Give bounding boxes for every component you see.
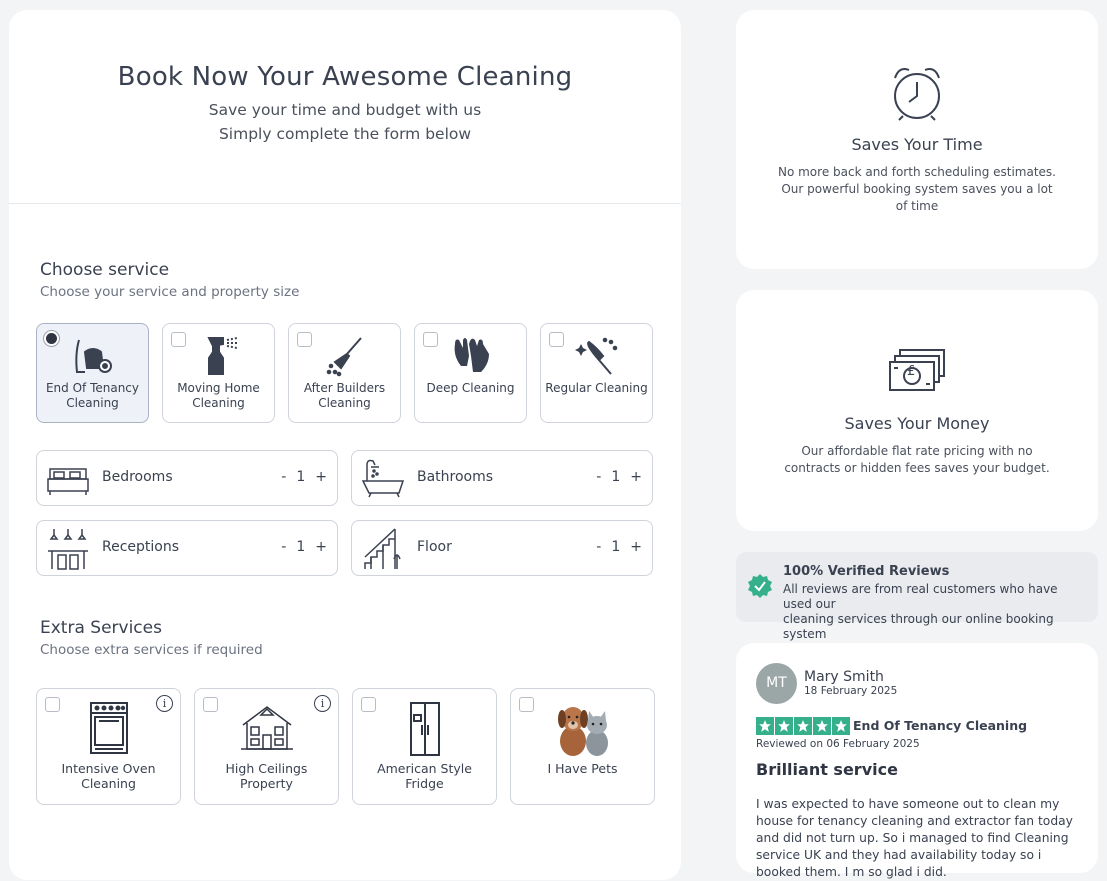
floor-counter — [351, 520, 653, 576]
decrement-button[interactable]: - — [596, 539, 602, 555]
benefit-title: Saves Your Money — [844, 414, 990, 433]
sparkle-duster-icon — [541, 334, 652, 378]
hero-subtitle-1: Save your time and budget with us — [208, 101, 482, 119]
increment-button[interactable]: + — [630, 469, 642, 485]
duster-icon — [289, 334, 400, 378]
bed-icon — [46, 457, 90, 501]
reception-icon — [46, 527, 90, 571]
reviewer-name: Mary Smith — [804, 669, 884, 685]
review-card — [736, 643, 1098, 879]
benefit-title: Saves Your Time — [851, 135, 983, 154]
extra-label: Intensive Oven Cleaning — [61, 761, 156, 791]
bathrooms-counter — [351, 450, 653, 506]
star-icon — [794, 717, 812, 735]
verified-reviews-banner — [736, 552, 1098, 641]
extra-card-high-ceilings[interactable] — [194, 688, 339, 805]
page-title: Book Now Your Awesome Cleaning — [117, 62, 573, 92]
service-label: Moving Home Cleaning — [177, 381, 260, 410]
alarm-clock-icon — [891, 64, 943, 126]
benefit-description-2: Our powerful booking system saves you a lot — [781, 182, 1053, 196]
info-icon[interactable]: i — [314, 695, 331, 712]
review-date: 18 February 2025 — [804, 685, 898, 697]
benefit-description-1: Our affordable flat rate pricing with no — [801, 444, 1033, 458]
extra-card-fridge[interactable] — [352, 688, 497, 805]
extra-label: I Have Pets — [547, 761, 618, 776]
reviewed-on: Reviewed on 06 February 2025 — [756, 738, 920, 750]
review-title: Brilliant service — [756, 760, 898, 779]
info-icon[interactable]: i — [156, 695, 173, 712]
pound-sign-icon: £ — [907, 364, 916, 379]
choose-service-subtitle: Choose your service and property size — [40, 284, 300, 300]
stairs-icon — [361, 527, 405, 571]
fridge-icon — [353, 701, 496, 757]
verified-title: 100% Verified Reviews — [783, 564, 950, 579]
extra-card-oven[interactable] — [36, 688, 181, 805]
avatar: MT — [756, 663, 797, 704]
bathtub-icon — [361, 457, 405, 501]
verified-description-2: cleaning services through our online booking system — [783, 612, 1054, 641]
review-service: End Of Tenancy Cleaning — [853, 718, 1028, 733]
increment-button[interactable]: + — [630, 539, 642, 555]
benefit-card-money — [736, 290, 1098, 531]
service-label: End Of Tenancy Cleaning — [45, 381, 140, 410]
star-icon — [775, 717, 793, 735]
verified-description-1: All reviews are from real customers who have used our — [783, 582, 1058, 611]
choose-service-title: Choose service — [40, 260, 170, 280]
extra-services-title: Extra Services — [40, 618, 162, 638]
benefit-description-1: No more back and forth scheduling estimates. — [777, 165, 1056, 179]
house-icon — [195, 701, 338, 757]
verified-description — [783, 582, 1088, 642]
hero-section — [9, 10, 681, 204]
service-label: Regular Cleaning — [545, 381, 648, 395]
counter-label: Bedrooms — [102, 469, 173, 485]
star-icon — [813, 717, 831, 735]
star-icon — [756, 717, 774, 735]
decrement-button[interactable]: - — [281, 539, 287, 555]
service-label: Deep Cleaning — [426, 381, 515, 395]
service-card-end-of-tenancy[interactable] — [36, 323, 149, 423]
increment-button[interactable]: + — [315, 539, 327, 555]
service-card-regular-cleaning[interactable] — [540, 323, 653, 423]
counter-value: 1 — [296, 469, 306, 485]
counter-label: Bathrooms — [417, 469, 494, 485]
service-label: After Builders Cleaning — [303, 381, 386, 410]
extra-services-subtitle: Choose extra services if required — [40, 642, 263, 658]
verified-badge-icon — [748, 574, 772, 598]
counter-label: Floor — [417, 539, 452, 555]
increment-button[interactable]: + — [315, 469, 327, 485]
oven-icon — [37, 701, 180, 757]
money-icon — [888, 348, 946, 398]
benefit-card-time — [736, 10, 1098, 269]
extra-label: American Style Fridge — [377, 761, 472, 791]
extra-card-pets[interactable] — [510, 688, 655, 805]
counter-value: 1 — [296, 539, 306, 555]
receptions-counter — [36, 520, 338, 576]
benefit-description-3: of time — [895, 199, 939, 213]
decrement-button[interactable]: - — [281, 469, 287, 485]
star-icon — [832, 717, 850, 735]
star-rating — [756, 717, 850, 735]
gloves-icon — [415, 334, 526, 378]
pets-icon — [511, 701, 654, 757]
extra-label: High Ceilings Property — [225, 761, 308, 791]
service-card-moving-home[interactable] — [162, 323, 275, 423]
service-card-after-builders[interactable] — [288, 323, 401, 423]
service-card-deep-cleaning[interactable] — [414, 323, 527, 423]
booking-form-panel — [9, 10, 681, 880]
benefit-description-2: contracts or hidden fees saves your budget. — [784, 461, 1050, 475]
vacuum-cleaner-icon — [37, 334, 148, 378]
decrement-button[interactable]: - — [596, 469, 602, 485]
counter-value: 1 — [611, 539, 621, 555]
spray-bottle-icon — [163, 334, 274, 378]
hero-subtitle-2: Simply complete the form below — [218, 125, 472, 143]
counter-label: Receptions — [102, 539, 180, 555]
counter-value: 1 — [611, 469, 621, 485]
bedrooms-counter — [36, 450, 338, 506]
review-text: I was expected to have someone out to clean my house for tenancy cleaning and extractor fan today and did not turn up. So i managed to find Cleaning service UK and they had availability today so i booked them. I m so glad i did. — [756, 797, 1073, 879]
